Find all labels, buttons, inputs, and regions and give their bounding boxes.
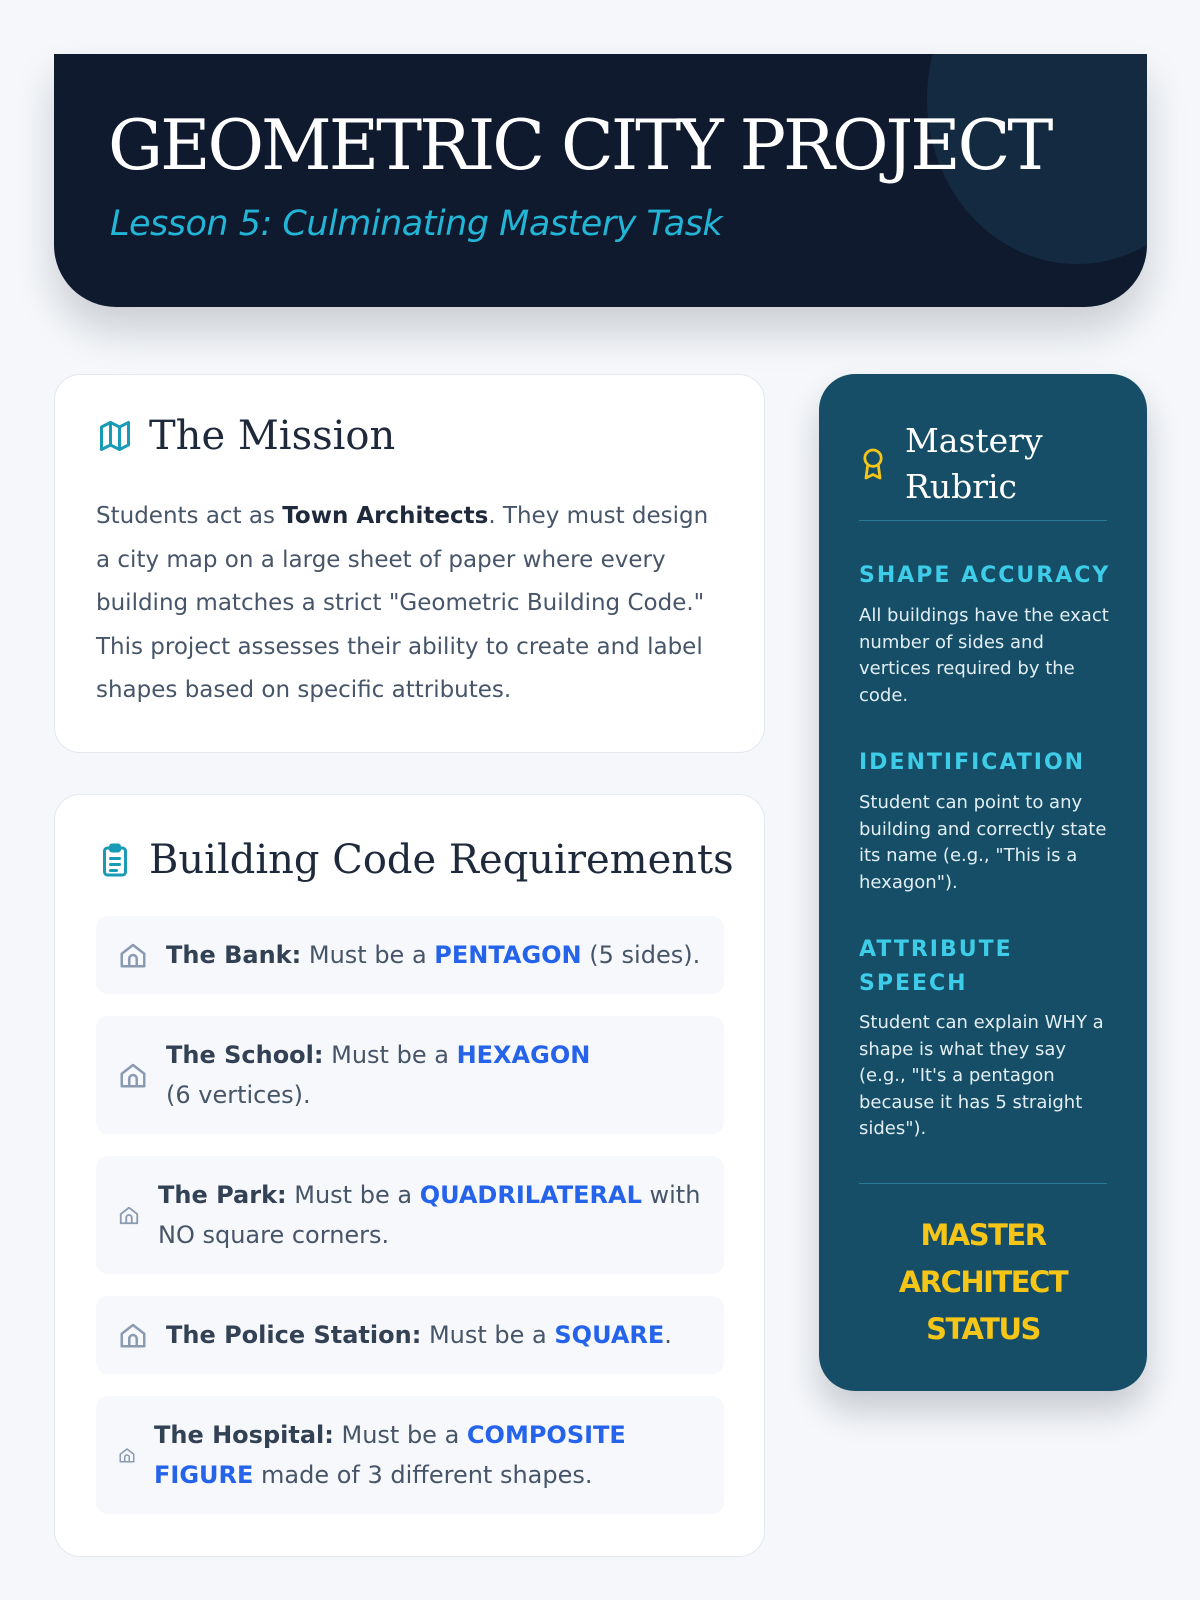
- criterion-title: IDENTIFICATION: [859, 750, 1086, 775]
- divider: [859, 520, 1107, 521]
- mission-description: [96, 495, 726, 713]
- requirement-detail: made of 3 different shapes.: [253, 1461, 593, 1489]
- requirement-item: [96, 1016, 724, 1134]
- criterion-description: All buildings have the exact number of sides and vertices required by the code.: [859, 605, 1109, 706]
- mission-text-start: Students act as: [96, 503, 283, 529]
- requirement-text: [158, 1175, 702, 1255]
- shape-name: COMPOSITE FIGURE: [154, 1421, 626, 1489]
- building-name: The Police Station:: [166, 1321, 422, 1349]
- mission-card: [54, 374, 765, 753]
- requirement-detail: (5 sides).: [581, 941, 701, 969]
- criterion-description: Student can point to any building and correctly state its name (e.g., "This is a hexagon").: [859, 792, 1107, 893]
- mission-text-bold: Town Architects: [282, 503, 489, 529]
- requirement-text: [166, 1315, 672, 1355]
- rubric-title: Mastery Rubric: [905, 421, 1043, 506]
- requirement-rule: Must be a: [301, 941, 435, 969]
- requirement-text: [166, 935, 700, 975]
- requirement-detail: with NO square corners.: [158, 1181, 701, 1249]
- page-subtitle: Lesson 5: Culminating Mastery Task: [110, 204, 723, 244]
- divider: [859, 1183, 1107, 1184]
- house-icon: [118, 1320, 148, 1350]
- requirement-rule: Must be a: [421, 1321, 555, 1349]
- award-icon: [859, 446, 887, 482]
- page-title: GEOMETRIC CITY PROJECT: [108, 106, 1051, 186]
- requirement-text: [154, 1415, 634, 1495]
- building-name: The School:: [166, 1041, 324, 1069]
- page-header: [54, 54, 1147, 307]
- shape-name: HEXAGON: [456, 1041, 591, 1069]
- requirement-item: [96, 1396, 724, 1514]
- house-icon: [118, 1446, 136, 1464]
- requirement-detail: (6 vertices).: [166, 1081, 311, 1109]
- criterion-title: SHAPE ACCURACY: [859, 563, 1111, 588]
- building-code-title: Building Code Requirements: [149, 837, 734, 883]
- mission-header: [97, 413, 395, 459]
- shape-name: PENTAGON: [434, 941, 582, 969]
- shape-name: QUADRILATERAL: [419, 1181, 642, 1209]
- criterion-description: Student can explain WHY a shape is what they say (e.g., "It's a pentagon because it has 5 straight sides").: [859, 1012, 1104, 1139]
- requirement-rule: Must be a: [286, 1181, 420, 1209]
- mission-text-end: . They must design a city map on a large sheet of paper where every building matches a strict "Geometric Building Code." This project assesses their ability to create and label shapes based on specific attributes.: [96, 503, 709, 703]
- mission-title: The Mission: [149, 413, 396, 459]
- requirement-rule: Must be a: [333, 1421, 467, 1449]
- house-icon: [118, 1060, 148, 1090]
- requirement-item: [96, 1296, 724, 1374]
- map-icon: [97, 418, 133, 454]
- building-name: The Hospital:: [154, 1421, 334, 1449]
- requirement-rule: Must be a: [323, 1041, 457, 1069]
- building-code-header: [97, 837, 734, 883]
- master-architect-status: MASTER ARCHITECT STATUS: [898, 1218, 1068, 1346]
- house-icon: [118, 1204, 140, 1226]
- shape-name: SQUARE: [554, 1321, 665, 1349]
- clipboard-icon: [97, 842, 133, 878]
- requirement-detail: .: [664, 1321, 672, 1349]
- building-code-card: [54, 794, 765, 1557]
- requirement-item: [96, 1156, 724, 1274]
- house-icon: [118, 940, 148, 970]
- building-name: The Park:: [158, 1181, 287, 1209]
- requirement-item: [96, 916, 724, 994]
- criterion-title: ATTRIBUTE SPEECH: [859, 937, 1013, 996]
- requirement-text: [166, 1035, 616, 1115]
- mastery-rubric-panel: [819, 374, 1147, 1391]
- building-name: The Bank:: [166, 941, 302, 969]
- rubric-header: [859, 418, 1065, 510]
